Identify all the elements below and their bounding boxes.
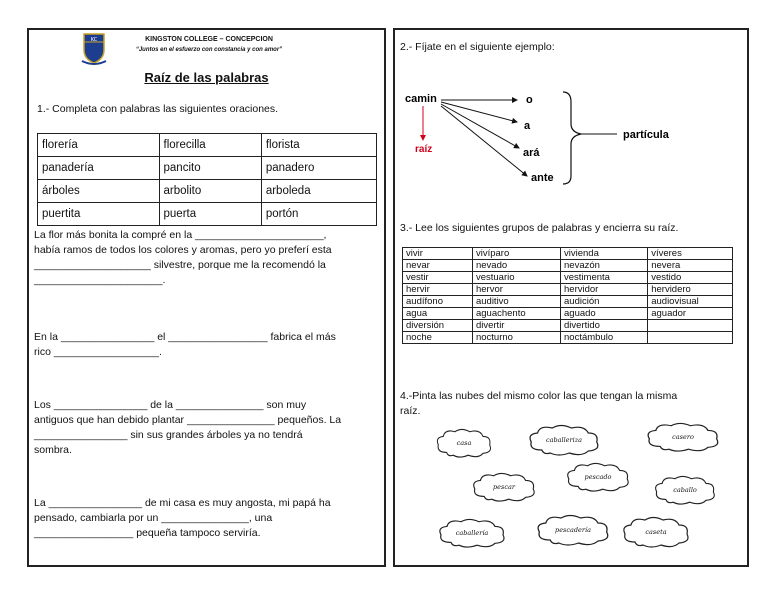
root-table-cell: diversión: [403, 320, 473, 332]
exercise-4-instruction-line2: raíz.: [400, 405, 421, 417]
school-name: KINGSTON COLLEGE – CONCEPCION: [145, 36, 273, 43]
exercise-1-instruction: 1.- Completa con palabras las siguientes oraciones.: [37, 103, 279, 115]
bracket: [563, 92, 581, 184]
paragraph-line: había ramos de todos los colores y aromas, pero yo preferí esta: [34, 244, 332, 256]
paragraph-pan: [34, 330, 379, 360]
word-table-cell: panadería: [38, 157, 160, 180]
cloud-3[interactable]: [471, 472, 537, 502]
root-table-cell: audición: [561, 296, 648, 308]
root-table-cell: auditivo: [472, 296, 560, 308]
root-groups-table: [402, 247, 733, 344]
root-table-cell: aguado: [561, 308, 648, 320]
word-table-cell: florería: [38, 134, 160, 157]
paragraph-line: antiguos que han debido plantar _______________ pequeños. La: [34, 414, 342, 426]
paragraph-line: rico __________________.: [34, 346, 162, 358]
right-worksheet-page: [393, 28, 749, 567]
root-word: camin: [405, 93, 437, 105]
cloud-word: caballería: [455, 529, 489, 537]
arrow-ara: [441, 104, 519, 148]
word-table-cell: puertita: [38, 203, 160, 226]
word-table-row: [38, 157, 377, 180]
cloud-word: pescar: [493, 483, 515, 491]
cloud-1[interactable]: [527, 424, 601, 456]
root-table-cell: vestimenta: [561, 272, 648, 284]
word-table-cell: panadero: [261, 157, 376, 180]
root-table-cell: aguador: [648, 308, 733, 320]
cloud-word: pescado: [584, 473, 612, 481]
cloud-6[interactable]: [437, 518, 507, 548]
svg-text:KC: KC: [90, 37, 98, 43]
root-label: raíz: [415, 144, 433, 155]
root-table-cell: [648, 332, 733, 344]
root-table-cell: noche: [403, 332, 473, 344]
root-table-cell: [648, 320, 733, 332]
paragraph-line: ________________ sin sus grandes árboles ya no tendrá: [34, 429, 303, 441]
word-table-row: [38, 180, 377, 203]
cloud-word: caseta: [645, 528, 667, 536]
root-table-cell: nocturno: [472, 332, 560, 344]
paragraph-line: sombra.: [34, 444, 72, 456]
root-table-cell: hervor: [472, 284, 560, 296]
root-table-row: [403, 272, 733, 284]
word-table-cell: florecilla: [159, 134, 261, 157]
root-table-cell: nevera: [648, 260, 733, 272]
ending-ara: ará: [523, 147, 540, 159]
word-table-cell: florista: [261, 134, 376, 157]
ending-ante: ante: [531, 172, 554, 184]
root-table-cell: vivir: [403, 248, 473, 260]
root-table-row: [403, 260, 733, 272]
root-table-cell: vestir: [403, 272, 473, 284]
root-table-row: [403, 248, 733, 260]
root-table-cell: hervir: [403, 284, 473, 296]
root-table-cell: vivienda: [561, 248, 648, 260]
word-table-cell: portón: [261, 203, 376, 226]
root-example-diagram: [395, 80, 725, 190]
root-table-cell: audífono: [403, 296, 473, 308]
cloud-word: casa: [456, 439, 472, 447]
paragraph-flor: [34, 228, 379, 288]
root-table-cell: nevar: [403, 260, 473, 272]
root-table-cell: vestuario: [472, 272, 560, 284]
root-table-cell: nevado: [472, 260, 560, 272]
paragraph-line: La ________________ de mi casa es muy angosta, mi papá ha: [34, 497, 331, 509]
root-table-cell: hervidero: [648, 284, 733, 296]
paragraph-arbol: [34, 398, 379, 458]
cloud-word: casero: [672, 433, 694, 441]
root-table-cell: vivíparo: [472, 248, 560, 260]
cloud-0[interactable]: [435, 428, 493, 458]
root-table-cell: nevazón: [561, 260, 648, 272]
exercise-2-instruction: 2.- Fíjate en el siguiente ejemplo:: [400, 41, 555, 53]
root-table-cell: audiovisual: [648, 296, 733, 308]
cloud-7[interactable]: [535, 514, 611, 546]
exercise-3-instruction: 3.- Lee los siguientes grupos de palabras y encierra su raíz.: [400, 222, 679, 234]
root-table-row: [403, 332, 733, 344]
cloud-2[interactable]: [645, 422, 721, 452]
cloud-4[interactable]: [565, 462, 631, 492]
root-table-row: [403, 284, 733, 296]
cloud-8[interactable]: [621, 516, 691, 548]
root-table-cell: noctámbulo: [561, 332, 648, 344]
exercise-4-instruction-line1: 4.-Pinta las nubes del mismo color las que tengan la misma: [400, 390, 678, 402]
word-table-row: [38, 203, 377, 226]
word-table-row: [38, 134, 377, 157]
paragraph-line: La flor más bonita la compré en la ______________________,: [34, 229, 327, 241]
root-table-cell: agua: [403, 308, 473, 320]
paragraph-puerta: [34, 496, 379, 541]
paragraph-line: _________________ pequeña tampoco serviría.: [34, 527, 261, 539]
root-table-cell: divertir: [472, 320, 560, 332]
root-table-cell: vestido: [648, 272, 733, 284]
paragraph-line: ______________________.: [34, 274, 166, 286]
word-table-cell: pancito: [159, 157, 261, 180]
root-table-cell: hervidor: [561, 284, 648, 296]
root-table-cell: víveres: [648, 248, 733, 260]
root-table-row: [403, 296, 733, 308]
word-table-cell: arbolito: [159, 180, 261, 203]
word-family-table: [37, 133, 377, 226]
paragraph-line: ____________________ silvestre, porque me la recomendó la: [34, 259, 326, 271]
word-table-cell: puerta: [159, 203, 261, 226]
root-table-cell: divertido: [561, 320, 648, 332]
school-motto: “Juntos en el esfuerzo con constancia y con amor”: [135, 47, 283, 53]
root-table-cell: aguachento: [472, 308, 560, 320]
paragraph-line: Los ________________ de la _______________ son muy: [34, 399, 307, 411]
word-table-cell: arboleda: [261, 180, 376, 203]
arrow-ante: [441, 106, 527, 176]
word-table-cell: árboles: [38, 180, 160, 203]
paragraph-line: pensado, cambiarla por un _______________, una: [34, 512, 273, 524]
arrow-a: [441, 102, 517, 122]
particle-label: partícula: [623, 129, 669, 141]
paragraph-line: En la ________________ el _________________ fabrica el más: [34, 331, 336, 343]
cloud-5[interactable]: [653, 475, 717, 505]
cloud-word: pescadería: [555, 526, 591, 534]
ending-o: o: [526, 94, 533, 106]
left-worksheet-page: [27, 28, 386, 567]
root-table-row: [403, 320, 733, 332]
root-table-row: [403, 308, 733, 320]
cloud-word: caballeriza: [545, 436, 583, 444]
worksheet-title: Raíz de las palabras: [144, 70, 269, 85]
ending-a: a: [524, 120, 531, 132]
cloud-word: caballo: [673, 486, 697, 494]
